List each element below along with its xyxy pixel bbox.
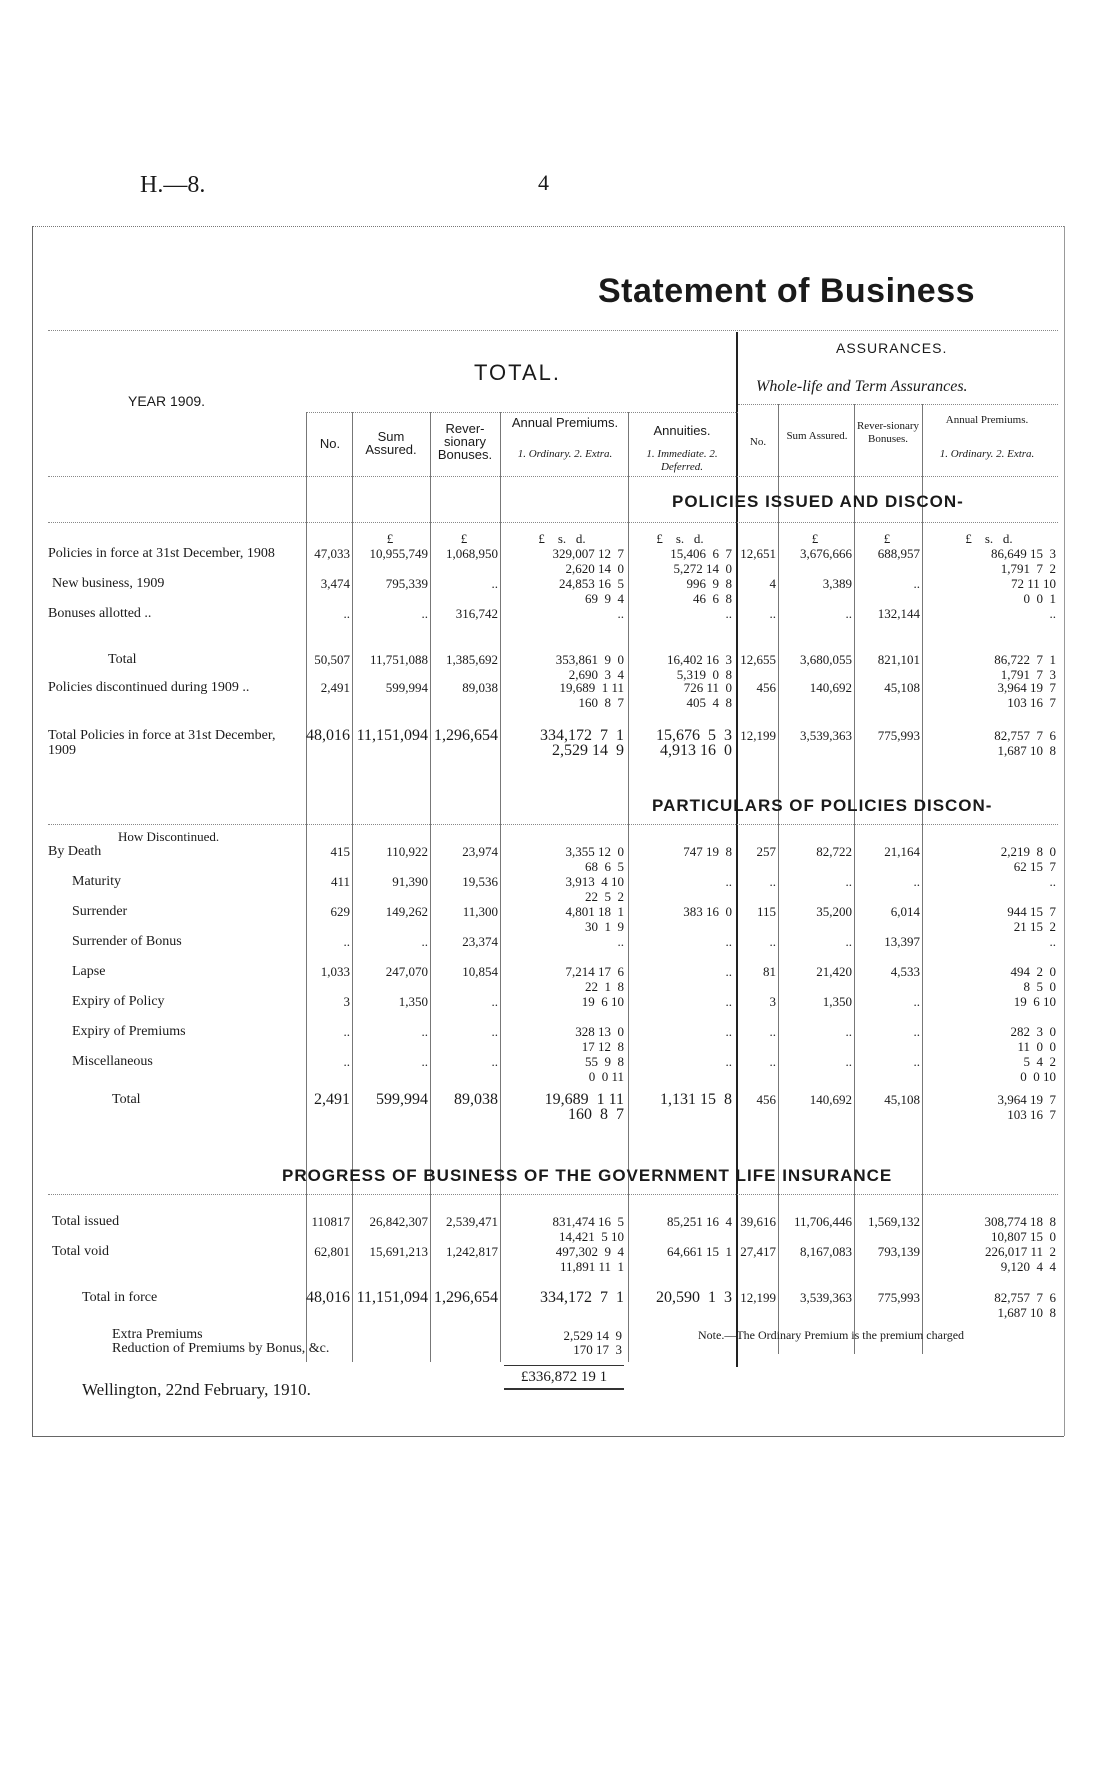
cell-sum2: 1,350 (822, 994, 852, 1009)
cell-rev2: .. (913, 1024, 920, 1039)
cell-sum: .. (421, 1024, 428, 1039)
cell-no: 3,474 (320, 576, 350, 591)
row-label: Total void (52, 1244, 109, 1259)
row-label: Policies discontinued during 1909 .. (48, 680, 250, 695)
cell-sum: 149,262 (385, 904, 428, 919)
cell-sum: 91,390 (392, 874, 428, 889)
cell-no2: 3 (769, 994, 776, 1009)
page-title: Statement of Business (598, 272, 976, 310)
cell-rev2: 793,139 (877, 1244, 920, 1259)
cell-prem2: 86,722 7 1 1,791 7 3 (994, 652, 1056, 682)
row-label: Bonuses allotted .. (48, 606, 152, 621)
cell-sum: 1,350 (398, 994, 428, 1009)
cell-ann: 726 11 0 405 4 8 (683, 680, 732, 710)
cell-no2: .. (769, 1054, 776, 1069)
cell-sum2: 3,680,055 (800, 652, 852, 667)
cell-ann: 747 19 8 (683, 844, 732, 859)
cell-no2: 12,655 (740, 652, 776, 667)
cell-no: 62,801 (314, 1244, 350, 1259)
cell-rev: .. (491, 994, 498, 1009)
cell-rev2: 821,101 (877, 652, 920, 667)
cell-no2: .. (769, 606, 776, 621)
row-label: Surrender (72, 904, 128, 919)
cell-no: .. (343, 1054, 350, 1069)
cell-rev: 19,536 (462, 874, 498, 889)
report-reference: H.—8. (140, 172, 206, 198)
cell-rev: 10,854 (462, 964, 498, 979)
section2-heading: PARTICULARS OF POLICIES DISCON- (652, 796, 993, 815)
cell-sum2: 3,389 (822, 576, 852, 591)
assurances-heading: ASSURANCES. (836, 340, 948, 356)
cell-rev: 1,242,817 (446, 1244, 498, 1259)
cell-no2: 456 (756, 1092, 776, 1107)
header-bottom-rule (48, 476, 1058, 477)
reduction-value: 170 17 3 (573, 1342, 622, 1357)
cell-prem: 19,689 1 11 160 8 7 (544, 1091, 624, 1123)
cell-prem: 329,007 12 7 2,620 14 0 (552, 546, 624, 576)
cell-sum: 110,922 (386, 844, 428, 859)
page-number: 4 (538, 170, 549, 195)
total-heading: TOTAL. (474, 360, 561, 385)
how-discontinued-heading: How Discontinued. (118, 829, 220, 844)
unit-label: £ (386, 531, 394, 546)
cell-no2: 4 (769, 576, 776, 591)
cell-rev: 1,296,654 (434, 727, 498, 744)
cell-prem2: 86,649 15 3 1,791 7 2 (991, 546, 1056, 576)
cell-prem2: .. (1049, 934, 1056, 949)
section2-rule (48, 824, 1058, 825)
row-label: New business, 1909 (52, 576, 165, 591)
cell-ann: 85,251 16 4 (667, 1214, 732, 1229)
section1-heading: POLICIES ISSUED AND DISCON- (672, 492, 964, 511)
cell-rev: 1,385,692 (446, 652, 498, 667)
row-label: Surrender of Bonus (72, 934, 182, 949)
cell-rev2: 688,957 (877, 546, 920, 561)
cell-no: 50,507 (314, 652, 350, 667)
cell-no2: .. (769, 934, 776, 949)
cell-rev2: .. (913, 874, 920, 889)
cell-no: 2,491 (320, 680, 350, 695)
cell-no2: 456 (756, 680, 776, 695)
row-label: Total issued (52, 1214, 120, 1229)
cell-prem: 7,214 17 6 22 1 8 (565, 964, 624, 994)
cell-rev: 1,296,654 (434, 1289, 498, 1306)
cell-no2: 12,199 (740, 728, 776, 743)
cell-ann: 15,676 5 3 4,913 16 0 (656, 727, 732, 759)
unit-label: £ (811, 531, 819, 546)
cell-sum: 247,070 (385, 964, 428, 979)
cell-prem: 334,172 7 1 2,529 14 9 (540, 727, 624, 759)
cell-prem2: 72 11 10 0 0 1 (1010, 576, 1056, 606)
cell-prem2: 2,219 8 0 62 15 7 (1000, 844, 1056, 874)
cell-no: 629 (330, 904, 350, 919)
row-label: Total (112, 1092, 141, 1107)
cell-ann: 383 16 0 (683, 904, 732, 919)
cell-rev2: 45,108 (884, 1092, 920, 1107)
cell-sum: 795,339 (385, 576, 428, 591)
cell-no: 1,033 (320, 964, 350, 979)
cell-no: 110817 (311, 1214, 350, 1229)
cell-ann: 15,406 6 7 5,272 14 0 (670, 546, 732, 576)
frame-right-rule (1064, 226, 1065, 1436)
row-label: Lapse (72, 964, 106, 979)
cell-prem: 19,689 1 11 160 8 7 (559, 680, 624, 710)
cell-rev2: 6,014 (890, 904, 920, 919)
cell-sum2: 8,167,083 (800, 1244, 852, 1259)
cell-no2: 39,616 (740, 1214, 776, 1229)
cell-sum2: 140,692 (809, 1092, 852, 1107)
footnote: Note.—The Ordinary Premium is the premium charged (698, 1328, 965, 1342)
cell-prem: .. (617, 934, 624, 949)
col-ann: Annuities. (653, 423, 711, 438)
col-prem2-sub: 1. Ordinary. 2. Extra. (939, 448, 1035, 460)
col-rev: Rever-sionary Bonuses. (437, 421, 493, 462)
cell-ann: .. (725, 964, 732, 979)
cell-sum2: .. (845, 934, 852, 949)
cell-rev2: 21,164 (884, 844, 920, 859)
cell-rev2: 45,108 (884, 680, 920, 695)
cell-prem2: 5 4 2 0 0 10 (1020, 1054, 1056, 1084)
col-sum: Sum Assured. (365, 429, 417, 457)
cell-rev2: .. (913, 994, 920, 1009)
cell-rev2: 13,397 (884, 934, 920, 949)
section3-rule (48, 1194, 1058, 1195)
cell-no: .. (343, 606, 350, 621)
row-label: Maturity (72, 874, 121, 889)
cell-prem2: 19 6 10 (1013, 994, 1056, 1009)
row-label: Total in force (82, 1290, 158, 1305)
cell-prem: 55 9 8 0 0 11 (585, 1054, 624, 1084)
col-prem: Annual Premiums. (511, 415, 619, 430)
unit-label: £ (460, 531, 468, 546)
cell-sum: 11,151,094 (356, 727, 428, 744)
unit-label: £ (883, 531, 891, 546)
cell-no: .. (343, 1024, 350, 1039)
cell-prem2: 944 15 7 21 15 2 (1007, 904, 1056, 934)
cell-prem2: 82,757 7 6 1,687 10 8 (994, 728, 1056, 758)
frame-bottom-rule (32, 1436, 1064, 1437)
cell-sum2: 3,676,666 (800, 546, 852, 561)
cell-prem: 3,913 4 10 22 5 2 (565, 874, 624, 904)
year-heading: YEAR 1909. (128, 393, 206, 409)
cell-no: 415 (330, 844, 350, 859)
cell-rev: 2,539,471 (446, 1214, 498, 1229)
cell-no: 3 (343, 994, 350, 1009)
cell-prem: 328 13 0 17 12 8 (575, 1024, 624, 1054)
cell-sum: 10,955,749 (369, 546, 428, 561)
cell-sum: .. (421, 934, 428, 949)
col-no: No. (319, 436, 341, 451)
cell-sum: 11,151,094 (356, 1289, 428, 1306)
cell-ann: .. (725, 994, 732, 1009)
cell-ann: 1,131 15 8 (660, 1091, 732, 1108)
cell-no2: 81 (763, 964, 776, 979)
cell-sum: .. (421, 606, 428, 621)
cell-ann: 20,590 1 3 (656, 1289, 732, 1306)
cell-prem2: .. (1049, 874, 1056, 889)
extra-premiums-label: Extra Premiums (112, 1327, 203, 1342)
unit-label: £ s. d. (538, 531, 586, 546)
cell-sum2: 140,692 (809, 680, 852, 695)
cell-rev2: 775,993 (877, 728, 920, 743)
cell-rev: .. (491, 1054, 498, 1069)
cell-rev: 89,038 (454, 1091, 498, 1108)
col-prem-sub: 1. Ordinary. 2. Extra. (517, 448, 613, 460)
row-label: Total (108, 652, 137, 667)
cell-sum: 15,691,213 (369, 1244, 428, 1259)
section3-heading: PROGRESS OF BUSINESS OF THE GOVERNMENT LIFE INSURANCE (282, 1166, 893, 1185)
row-label: Policies in force at 31st December, 1908 (48, 546, 275, 561)
cell-sum2: 21,420 (816, 964, 852, 979)
cell-no2: 12,199 (740, 1290, 776, 1305)
cell-rev2: 1,569,132 (868, 1214, 920, 1229)
cell-sum2: .. (845, 874, 852, 889)
cell-prem: 3,355 12 0 68 6 5 (565, 844, 624, 874)
row-label: Expiry of Premiums (72, 1024, 186, 1039)
cell-prem2: 494 2 0 8 5 0 (1010, 964, 1056, 994)
col-no2: No. (749, 436, 767, 448)
row-label: Miscellaneous (72, 1054, 153, 1069)
cell-rev2: .. (913, 1054, 920, 1069)
cell-prem2: 282 3 0 11 0 0 (1010, 1024, 1056, 1054)
cell-rev2: 132,144 (877, 606, 920, 621)
unit-label: £ s. d. (656, 531, 704, 546)
row-label: Expiry of Policy (72, 994, 165, 1009)
cell-prem2: 3,964 19 7 103 16 7 (997, 680, 1056, 710)
cell-sum2: 82,722 (816, 844, 852, 859)
cell-no: 2,491 (314, 1091, 350, 1108)
frame-left-rule (32, 226, 33, 1436)
cell-no: 47,033 (314, 546, 350, 561)
cell-sum2: 11,706,446 (793, 1214, 852, 1229)
cell-prem2: .. (1049, 606, 1056, 621)
col-ann-sub: 1. Immediate. 2. Deferred. (646, 448, 718, 473)
cell-sum2: 3,539,363 (800, 728, 852, 743)
frame-top-rule (32, 226, 1064, 227)
cell-prem: .. (617, 606, 624, 621)
cell-sum2: .. (845, 1024, 852, 1039)
total-subrule (306, 412, 738, 413)
cell-no2: .. (769, 874, 776, 889)
section1-rule (48, 522, 1058, 523)
wholelife-heading: Whole-life and Term Assurances. (756, 378, 968, 395)
cell-no2: 12,651 (740, 546, 776, 561)
cell-no2: 257 (756, 844, 776, 859)
cell-no: 48,016 (306, 1289, 350, 1306)
col-rev2: Rever-sionary Bonuses. (856, 420, 920, 445)
cell-ann: 996 9 8 46 6 8 (686, 576, 732, 606)
cell-rev: 23,974 (462, 844, 498, 859)
cell-prem2: 226,017 11 2 9,120 4 4 (984, 1244, 1056, 1274)
cell-rev: 316,742 (455, 606, 498, 621)
cell-rev: 89,038 (462, 680, 498, 695)
cell-prem2: 3,964 19 7 103 16 7 (997, 1092, 1056, 1122)
unit-label: £ s. d. (965, 531, 1013, 546)
cell-ann: .. (725, 874, 732, 889)
cell-rev2: .. (913, 576, 920, 591)
cell-ann: .. (725, 934, 732, 949)
cell-sum2: 35,200 (816, 904, 852, 919)
cell-rev: 1,068,950 (446, 546, 498, 561)
row-label: By Death (48, 844, 102, 859)
row-label: Total Policies in force at 31st December, 1909 (48, 728, 276, 758)
cell-ann: 64,661 15 1 (667, 1244, 732, 1259)
cell-rev: 23,374 (462, 934, 498, 949)
cell-sum: 26,842,307 (369, 1214, 428, 1229)
cell-no: .. (343, 934, 350, 949)
cell-rev: .. (491, 576, 498, 591)
cell-rev: 11,300 (462, 904, 498, 919)
col-prem2: Annual Premiums. (945, 414, 1029, 426)
cell-ann: .. (725, 1024, 732, 1039)
header-top-rule (48, 330, 1058, 331)
cell-prem: 19 6 10 (581, 994, 624, 1009)
cell-rev: .. (491, 1024, 498, 1039)
cell-rev2: 775,993 (877, 1290, 920, 1305)
cell-prem: 353,861 9 0 2,690 3 4 (555, 652, 624, 682)
col-sum2: Sum Assured. (786, 430, 848, 442)
place-date: Wellington, 22nd February, 1910. (82, 1380, 311, 1399)
cell-rev2: 4,533 (890, 964, 920, 979)
cell-sum: .. (421, 1054, 428, 1069)
cell-sum2: .. (845, 606, 852, 621)
assurances-subrule (738, 404, 1058, 405)
cell-prem2: 308,774 18 8 10,807 15 0 (984, 1214, 1056, 1244)
cell-sum2: 3,539,363 (800, 1290, 852, 1305)
cell-no2: 27,417 (740, 1244, 776, 1259)
cell-no: 411 (330, 874, 350, 889)
cell-prem2: 82,757 7 6 1,687 10 8 (994, 1290, 1056, 1320)
cell-prem: 831,474 16 5 14,421 5 10 (552, 1214, 624, 1244)
extra-premiums-value: 2,529 14 9 (563, 1328, 622, 1343)
reduction-label: Reduction of Premiums by Bonus, &c. (112, 1341, 330, 1356)
cell-prem: 334,172 7 1 (540, 1289, 624, 1306)
cell-ann: 16,402 16 3 5,319 0 8 (667, 652, 732, 682)
cell-sum2: .. (845, 1054, 852, 1069)
cell-ann: .. (725, 1054, 732, 1069)
cell-sum: 11,751,088 (369, 652, 428, 667)
cell-prem: 4,801 18 1 30 1 9 (565, 904, 624, 934)
cell-ann: .. (725, 606, 732, 621)
cell-no2: 115 (756, 904, 776, 919)
grand-total: £336,872 19 1 (504, 1365, 624, 1390)
cell-sum: 599,994 (385, 680, 428, 695)
cell-sum: 599,994 (376, 1091, 428, 1108)
cell-no: 48,016 (306, 727, 350, 744)
cell-no2: .. (769, 1024, 776, 1039)
cell-prem: 24,853 16 5 69 9 4 (559, 576, 624, 606)
cell-prem: 497,302 9 4 11,891 11 1 (555, 1244, 624, 1274)
